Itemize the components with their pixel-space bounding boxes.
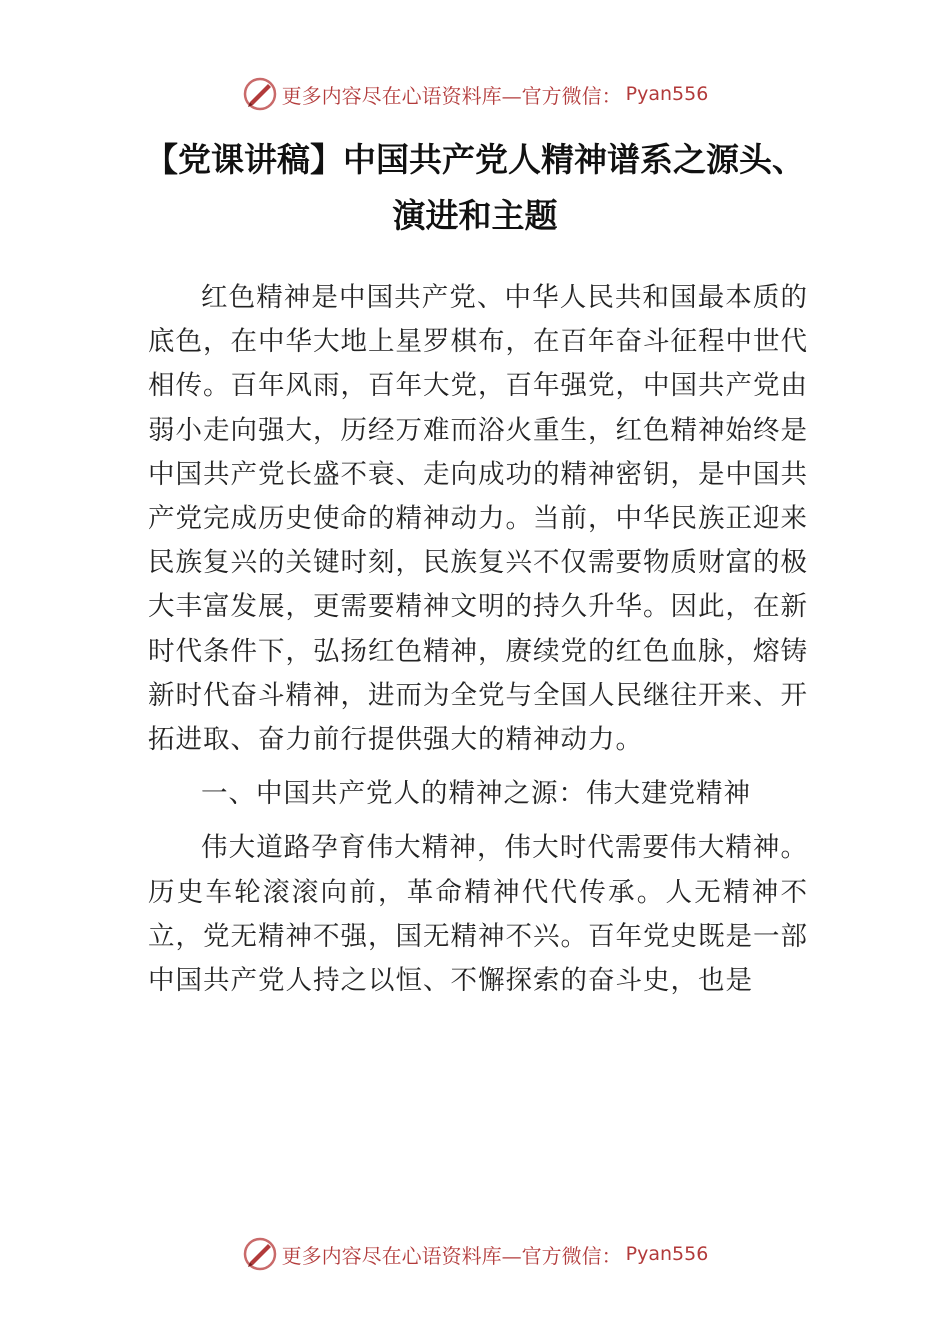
paragraph-intro: 红色精神是中国共产党、中华人民共和国最本质的底色，在中华大地上星罗棋布，在百年奋斗征程中世代相传。百年风雨，百年大党，百年强党，中国共产党由弱小走向强大，历经万难而浴火重生，红色精神始终是中国共产党长盛不衰、走向成功的精神密钥，是中国共产党完成历史使命的精神动力。当前，中华民族正迎来民族复兴的关键时刻，民族复兴不仅需要物质财富的极大丰富发展，更需要精神文明的持久升华。因此，在新时代条件下，弘扬红色精神，赓续党的红色血脉，熔铸新时代奋斗精神，进而为全党与全国人民继往开来、开拓进取、奋力前行提供强大的精神动力。 — [148, 282, 808, 756]
section-heading-1: 一、中国共产党人的精神之源：伟大建党精神 — [201, 778, 751, 810]
watermark-text: 更多内容尽在心语资料库—官方微信： — [281, 1243, 622, 1268]
watermark-handle: Pyan556 — [625, 83, 709, 105]
document-body — [148, 276, 808, 1003]
watermark-handle: Pyan556 — [625, 1243, 709, 1265]
paragraph-section-1: 伟大道路孕育伟大精神，伟大时代需要伟大精神。历史车轮滚滚向前，革命精神代代传承。人无精神不立，党无精神不强，国无精神不兴。百年党史既是一部中国共产党人持之以恒、不懈探索的奋斗史，也是 — [148, 832, 808, 997]
watermark-header — [0, 74, 950, 114]
title-line-1: 【党课讲稿】中国共产党人精神谱系之源头、 — [145, 140, 805, 179]
watermark-footer — [0, 1234, 950, 1274]
title-line-2: 演进和主题 — [392, 196, 558, 235]
pen-logo-icon — [242, 76, 278, 112]
watermark-text: 更多内容尽在心语资料库—官方微信： — [281, 83, 622, 108]
document-title — [0, 132, 950, 244]
pen-logo-icon — [242, 1236, 278, 1272]
